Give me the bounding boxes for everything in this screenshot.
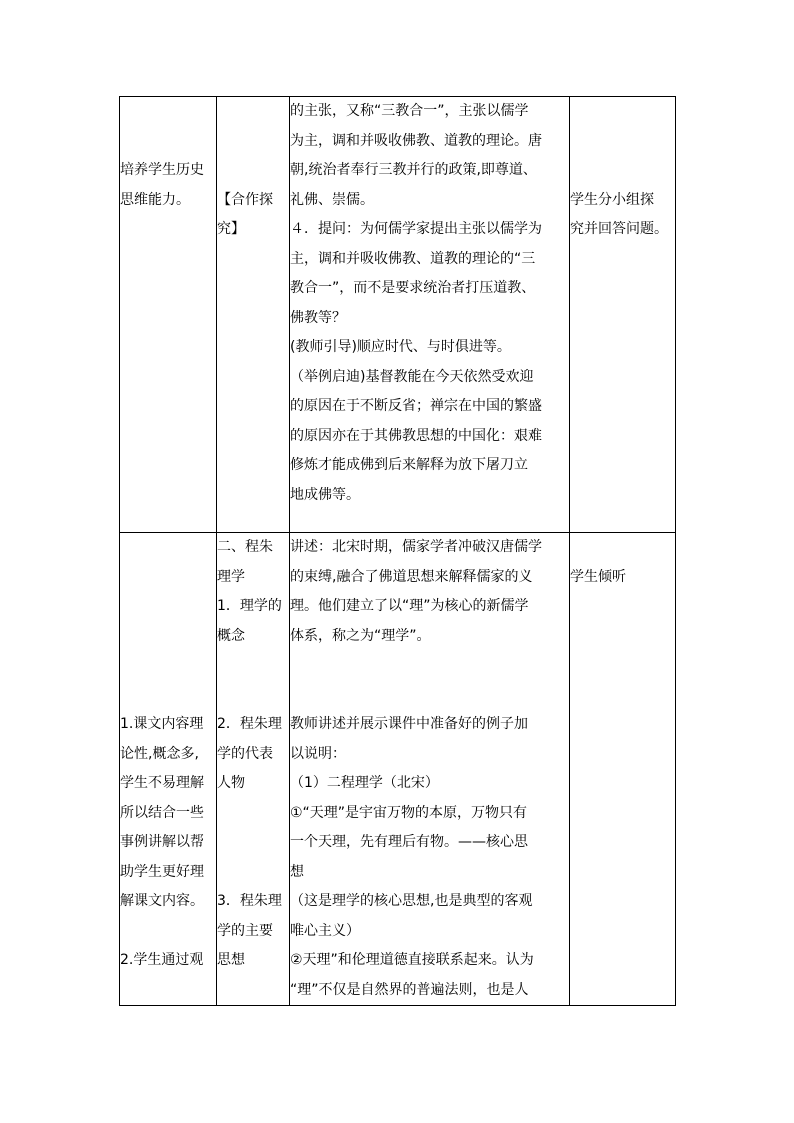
text-line: 二、程朱 (217, 539, 273, 555)
text-line (290, 681, 569, 711)
text-line (217, 858, 289, 888)
text-line: 唯心主义） (290, 922, 360, 939)
text-line: 的原因在于不断反省；禅宗在中国的繁盛 (290, 398, 542, 414)
text-line: 的原因亦在于其佛教思想的中国化：艰难 (290, 427, 542, 444)
text-line: ４．提问：为何儒学家提出主张以儒学为 (290, 221, 542, 237)
text-line: 2．程朱理 (217, 716, 282, 732)
text-line: 的主张，又称“三教合一”，主张以儒学 (290, 103, 529, 119)
text-line: 体系，称之为“理学”。 (290, 627, 431, 644)
text-line: “理”不仅是自然界的普遍法则，也是人 (290, 981, 529, 998)
text-line: 佛教等？ (290, 309, 346, 326)
spacer-line (120, 97, 216, 127)
spacer-line (120, 622, 216, 652)
text-line: 人物 (217, 775, 245, 791)
text-line (290, 651, 569, 681)
spacer-line (217, 127, 289, 157)
text-line: ①“天理”是宇宙万物的本原，万物只有 (290, 804, 528, 821)
spacer-line (570, 127, 675, 157)
text-line: 所以结合一些 (120, 804, 204, 821)
spacer-line (570, 97, 675, 127)
table-row (120, 97, 676, 533)
text-line: 理。他们建立了以“理”为核心的新儒学 (290, 598, 529, 614)
text-line: 朝,统治者奉行三教并行的政策,即尊道、 (290, 162, 537, 178)
text-line (217, 828, 289, 858)
text-line: 学生分小组探 (570, 191, 654, 208)
spacer-line (120, 533, 216, 563)
text-line: 礼佛、崇儒。 (290, 191, 374, 208)
text-line: 学生倾听 (570, 568, 626, 585)
goal-cell (120, 533, 217, 1006)
text-line: 以说明： (290, 745, 346, 762)
spacer-line (217, 97, 289, 127)
step-cell (217, 533, 290, 1006)
text-line: 想 (290, 863, 304, 880)
spacer-line (120, 563, 216, 593)
text-line: (教师引导)顺应时代、与时俱进等。 (290, 339, 511, 355)
text-line: ②天理”和伦理道德直接联系起来。认为 (290, 952, 534, 968)
text-line: 教合一”，而不是要求统治者打压道教、 (290, 280, 536, 296)
text-line: 主，调和并吸收佛教、道教的理论的“三 (290, 250, 536, 267)
teacher-activity-cell (290, 97, 570, 533)
text-line: 1.课文内容理 (120, 716, 204, 732)
text-line: 培养学生历史 (120, 162, 204, 178)
text-line: 【合作探 (217, 191, 273, 208)
text-line: （举例启迪)基督教能在今天依然受欢迎 (290, 368, 534, 385)
text-line: 1．理学的 (217, 598, 282, 614)
goal-cell (120, 97, 217, 533)
spacer-line (120, 592, 216, 622)
text-line: 为主，调和并吸收佛教、道教的理论。唐 (290, 132, 542, 149)
text-line: 学的代表 (217, 745, 273, 762)
text-line (217, 799, 289, 829)
text-line: 思想 (217, 952, 245, 968)
lesson-plan-table (119, 96, 676, 1006)
text-line: 理学 (217, 568, 245, 585)
text-line: 究】 (217, 221, 245, 237)
text-line: 教师讲述并展示课件中准备好的例子加 (290, 716, 528, 732)
text-line: 思维能力。 (120, 191, 190, 208)
spacer-line (217, 156, 289, 186)
text-line: 助学生更好理 (120, 863, 204, 880)
text-line: 事例讲解以帮 (120, 834, 204, 850)
text-line: 2.学生通过观 (120, 952, 204, 968)
student-activity-cell (570, 97, 676, 533)
text-line: 论性,概念多, (120, 745, 199, 762)
text-line: 3．程朱理 (217, 893, 282, 909)
step-cell (217, 97, 290, 533)
text-line: （1）二程理学（北宋） (290, 775, 439, 791)
text-line: 概念 (217, 627, 245, 644)
text-line: 的束缚,融合了佛道思想来解释儒家的义 (290, 568, 533, 585)
spacer-line (120, 651, 216, 681)
text-line (217, 651, 289, 681)
spacer-line (120, 127, 216, 157)
spacer-line (120, 681, 216, 711)
text-line: 修炼才能成佛到后来解释为放下屠刀立 (290, 457, 528, 473)
text-line (217, 681, 289, 711)
text-line: 讲述：北宋时期，儒家学者冲破汉唐儒学 (290, 539, 542, 555)
text-line (570, 533, 675, 563)
text-line (120, 917, 216, 947)
table-row (120, 533, 676, 1006)
text-line: （这是理学的核心思想,也是典型的客观 (290, 893, 533, 909)
spacer-line (570, 156, 675, 186)
teacher-activity-cell (290, 533, 570, 1006)
text-line: 学的主要 (217, 922, 273, 939)
text-line: 学生不易理解 (120, 775, 204, 791)
text-line: 地成佛等。 (290, 486, 360, 503)
student-activity-cell (570, 533, 676, 1006)
text-line: 一个天理，先有理后有物。——核心思 (290, 834, 528, 850)
text-line: 究并回答问题。 (570, 221, 668, 237)
text-line: 解课文内容。 (120, 893, 204, 909)
